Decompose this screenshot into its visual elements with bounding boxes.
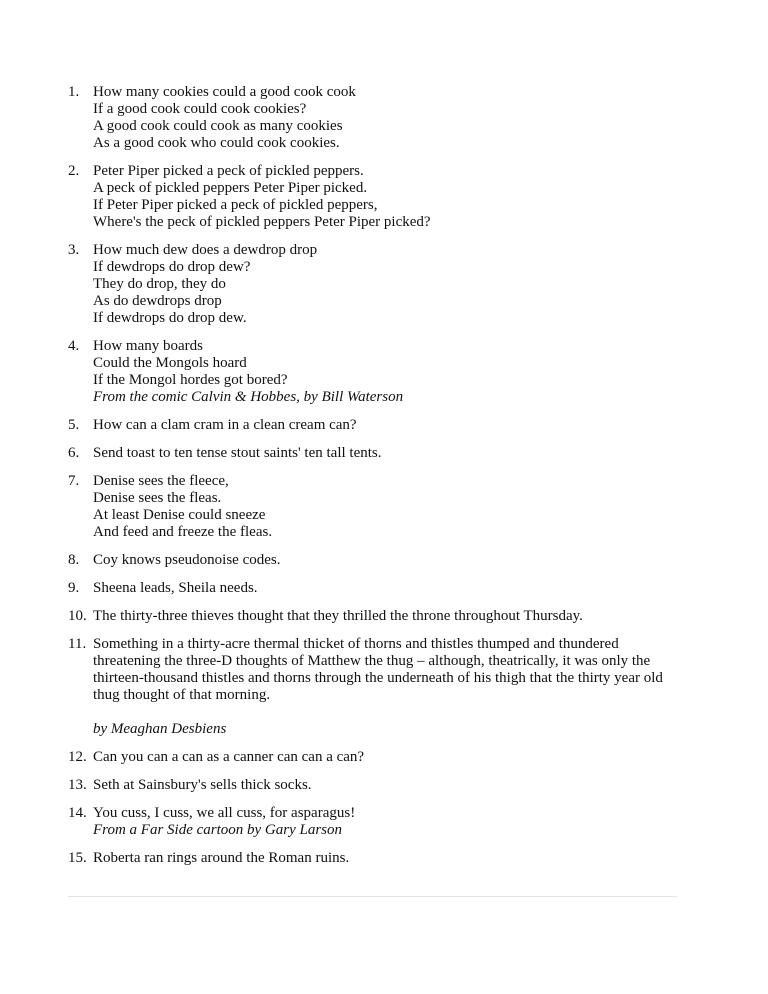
verse-line: If the Mongol hordes got bored?	[93, 372, 288, 388]
item-number: 5.	[68, 417, 80, 433]
item-number: 1.	[68, 84, 80, 100]
item-number: 7.	[68, 473, 80, 489]
list-item	[68, 749, 680, 766]
verse-line: How much dew does a dewdrop drop	[93, 242, 318, 258]
item-number: 2.	[68, 163, 80, 179]
list-item	[68, 163, 680, 231]
list-item	[68, 777, 680, 794]
item-number: 15.	[68, 850, 87, 866]
verse-line: How many boards	[93, 338, 203, 354]
verse-line: Can you can a can as a canner can can a can?	[93, 749, 365, 765]
verse-line: Seth at Sainsbury's sells thick socks.	[93, 777, 312, 793]
item-number: 14.	[68, 805, 87, 821]
verse-line: You cuss, I cuss, we all cuss, for asparagus!	[93, 805, 356, 821]
list-item	[68, 338, 680, 406]
verse-line: Denise sees the fleece,	[93, 473, 229, 489]
list-item	[68, 84, 680, 152]
item-number: 13.	[68, 777, 87, 793]
verse-line: If dewdrops do drop dew.	[93, 310, 247, 326]
item-number: 8.	[68, 552, 80, 568]
attribution: From the comic Calvin & Hobbes, by Bill Waterson	[93, 389, 404, 405]
list-item	[68, 242, 680, 327]
item-number: 3.	[68, 242, 80, 258]
verse-line: Could the Mongols hoard	[93, 355, 247, 371]
attribution: by Meaghan Desbiens	[93, 721, 227, 737]
list-item	[68, 636, 680, 738]
verse-line: If Peter Piper picked a peck of pickled peppers,	[93, 197, 378, 213]
list-item	[68, 473, 680, 541]
verse-line: As a good cook who could cook cookies.	[93, 135, 340, 151]
item-number: 6.	[68, 445, 80, 461]
item-number: 11.	[68, 636, 87, 652]
item-number: 9.	[68, 580, 80, 596]
verse-line: How can a clam cram in a clean cream can?	[93, 417, 357, 433]
list-item	[68, 608, 680, 625]
item-number: 12.	[68, 749, 87, 765]
verse-line: Sheena leads, Sheila needs.	[93, 580, 258, 596]
verse-line: As do dewdrops drop	[93, 293, 222, 309]
list-item	[68, 805, 680, 839]
verse-line: Where's the peck of pickled peppers Peter Piper picked?	[93, 214, 431, 230]
verse-line: A peck of pickled peppers Peter Piper picked.	[93, 180, 368, 196]
list-item	[68, 417, 680, 434]
attribution: From a Far Side cartoon by Gary Larson	[93, 822, 343, 838]
verse-line: Send toast to ten tense stout saints' ten tall tents.	[93, 445, 382, 461]
verse-line: How many cookies could a good cook cook	[93, 84, 356, 100]
verse-line: They do drop, they do	[93, 276, 226, 292]
verse-line: And feed and freeze the fleas.	[93, 524, 273, 540]
verse-line: At least Denise could sneeze	[93, 507, 266, 523]
verse-line: The thirty-three thieves thought that they thrilled the throne throughout Thursday.	[93, 608, 583, 624]
verse-line: If dewdrops do drop dew?	[93, 259, 251, 275]
list-item	[68, 552, 680, 569]
verse-line: If a good cook could cook cookies?	[93, 101, 307, 117]
verse-line: Coy knows pseudonoise codes.	[93, 552, 281, 568]
list-item	[68, 580, 680, 597]
verse-line: Roberta ran rings around the Roman ruins.	[93, 850, 350, 866]
list-item	[68, 850, 680, 867]
verse-line: Peter Piper picked a peck of pickled peppers.	[93, 163, 364, 179]
verse-line: Denise sees the fleas.	[93, 490, 222, 506]
list-item	[68, 445, 680, 462]
paragraph: Something in a thirty-acre thermal thicket of thorns and thistles thumped and thundered threatening the three-D thoughts of Matthew the thug – although, theatrically, it was only the thirteen-thousand thistles and thorns through the underneath of his thigh that the thirty year old thug thought of that morning.	[93, 636, 663, 703]
item-number: 4.	[68, 338, 80, 354]
item-number: 10.	[68, 608, 87, 624]
horizontal-rule	[68, 896, 677, 897]
tongue-twister-list	[68, 84, 680, 878]
verse-line: A good cook could cook as many cookies	[93, 118, 343, 134]
